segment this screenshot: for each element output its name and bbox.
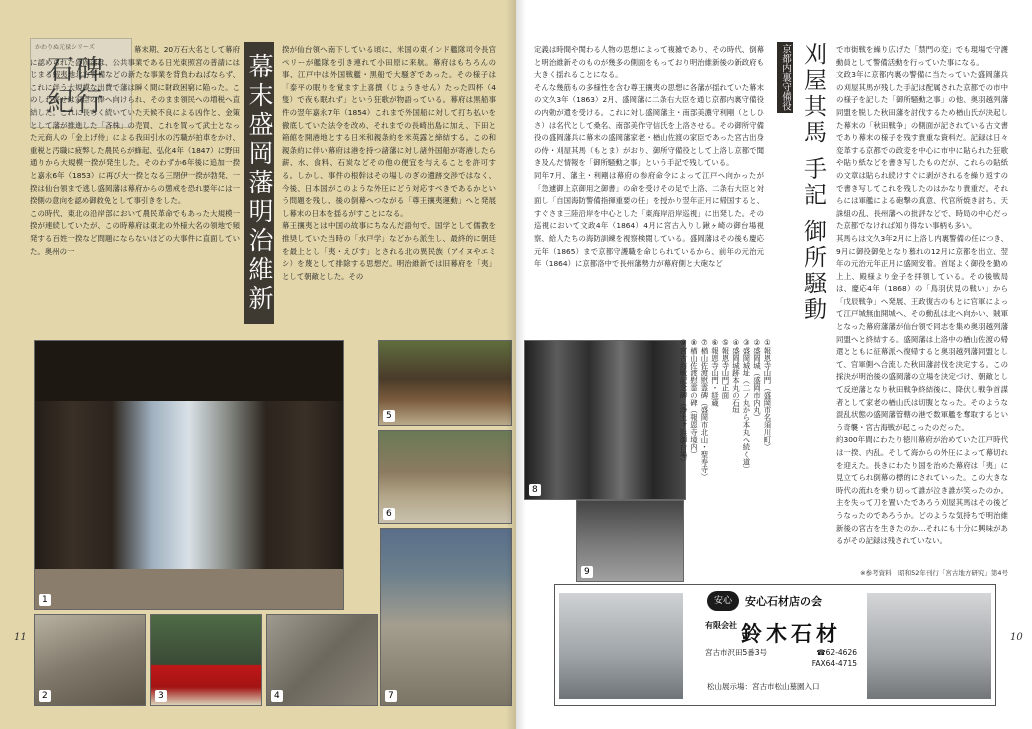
ad-company-name: 鈴木石材 bbox=[741, 621, 841, 646]
caption-item: ①報恩寺山門（盛岡市名須川町） bbox=[763, 338, 772, 451]
column-title: 刈屋其馬 手記 御所騒動 bbox=[800, 42, 826, 323]
photo-number: 4 bbox=[271, 690, 283, 702]
ad-company-type: 有限会社 bbox=[705, 621, 737, 630]
series-label: かわりぬ元禄シリーズ bbox=[35, 44, 95, 51]
caption-item: ④盛岡城跡本丸の石垣 bbox=[731, 338, 741, 414]
caption-item: ②盛岡城（盛岡市内丸） bbox=[752, 338, 762, 421]
advertisement bbox=[554, 584, 996, 706]
ad-address: 宮古市沢田5番3号 bbox=[705, 648, 768, 657]
left-body-column-2: 揆が仙台領へ南下している頃に、米国の東インド艦隊司令長官ペリーが艦隊を引き連れて小田原に来航。幕府はもちろんの事、江戸中は外国戦艦・黒船で大騒ぎであった。その様子は「泰平の眠りを覚ます上喜撰（じょうきせん）たった四杯（4隻）で夜も眠れず」という狂歌が物語っている。幕府は黒船事件の翌年嘉永7年（1854）これまで外国船に対して打ち払いを徹底していた法令を改め、それまでの長崎出島に加え、下田と箱館を開港地とする日米和親条約を米英露と締結する。この和親条約に伴い幕府は港を持つ諸藩に対し諸外国船が寄港したら薪、水、食料、石炭などその他の便宜を与えることを許可する。しかし、事件の根幹はその場しのぎの遺跡交渉ではなく、今後、日本国がこのような外圧にどう対応すべきであるかという問題を残し、後の倒幕へつながる「尊王攘夷運動」へと発展し幕末の日本を揺るがすことになる。 幕王攘夷とは中国の故事にちなんだ語句で、国学として儒教を推奨していた当時の「水戸学」などから派生し、最終的に朝廷を最上とし「夷・えびす」とされる北の異民族（アイヌやエミシ）を蔑として排除する思想だ。明治維新では旧幕府を「夷」として朝敵とした。その bbox=[282, 45, 496, 281]
photo-gate-front bbox=[378, 340, 512, 426]
caption-item: ⑥報恩寺山門・経蔵 bbox=[710, 338, 720, 407]
caption-item: ⑦楢山佐渡慰霊碑（盛岡市北山・聖寿寺） bbox=[700, 338, 709, 481]
photo-castle-stones bbox=[266, 614, 378, 706]
page-number-right: 10 bbox=[1010, 632, 1023, 643]
photo-number: 1 bbox=[39, 594, 51, 606]
article-title: 幕末盛岡藩明治維新 bbox=[244, 42, 274, 324]
reference-note: ※参考資料 昭和52年刊行「宮古地方研究」第4号 bbox=[860, 569, 1008, 577]
photo-number: 8 bbox=[529, 484, 541, 496]
ad-contact bbox=[787, 647, 857, 669]
photo-captions bbox=[679, 338, 772, 578]
page-number-left: 11 bbox=[14, 632, 27, 643]
photo-red-bridge bbox=[150, 614, 262, 706]
photo-number: 3 bbox=[155, 690, 167, 702]
photo-castle-stone-wall bbox=[34, 614, 146, 706]
photo-number: 2 bbox=[39, 690, 51, 702]
photo-forest-monument bbox=[524, 340, 686, 500]
right-body-column-1: 定義は時間や関わる人物の思想によって複雑であり、その時代、倒幕と明治維新そのものが幾多の側面をもっており明治維新後の新政府も大きく揺れることになる。 そんな幾筋もの多様性を含む尊王攘夷の思想に各藩が揺れていた幕末の文久3年（1863）2月、盛岡藩に二条右大臣を通じ京都内裏守備役の内勅が遣を受ける。これに対し盛岡藩主・南部美濃守利剛（としひさ）は名代として桑名、南部美作守信氏を上洛させる。その御所守備役の盛岡藩兵に幕末の盛岡藩家老・楢山佐渡の家臣であった宮古出身の侍・刈屋其馬（もとま）がおり、御所守備役として上洛し京都で聞き及んだ情報を「御所騒動之事」という手記で残している。 同年7月、藩主・利剛は幕府の参府命令によって江戸へ向かったが「急遽御上京御用之御書」の命を受けその足で上洛、二条右大臣と対面し「自国海防警備指揮重要の任」を授かり翌年正月に帰国すると、すぐさま三陸沿岸を中心とした「東海岸沿岸巡視」に出発した。その巡視において文政4年（1864）4月に宮古入りし鍬ヶ崎の御台場視察、給人たちの海防訓練を視察検閲している。盛岡藩はその後も慶応元年（1865）まで京都守護職を命じられているから、前年の元治元年（1864）に京都洛中で長州藩勢力が幕府側と大砲など bbox=[534, 45, 764, 269]
ad-photo-monuments bbox=[559, 593, 683, 699]
caption-item: ⑧楢山佐渡慰霊の碑（報恩寺境内） bbox=[689, 338, 699, 458]
photo-gate-approach bbox=[378, 430, 512, 524]
series-title: 石碑紀行 bbox=[47, 55, 105, 118]
ad-association: 安心石材店の会 bbox=[745, 595, 822, 608]
ad-photo-gravestones bbox=[867, 593, 991, 699]
photo-battle-memorial bbox=[576, 500, 684, 582]
photo-number: 6 bbox=[383, 508, 395, 520]
caption-item: ⑤報恩寺山門正面 bbox=[721, 338, 730, 399]
anshin-logo: 安心 bbox=[707, 591, 739, 611]
left-body-column-1: 幕末期、20万石大名として幕府に認められた盛岡藩は、公共事業である日光東照宮の普請にはじまる蝦夷地北方警備などの新たな事業を背負わねばならず、これに伴う大規模な出費で藩は瞬く間に財政困窮に陥った。このしわ寄せは家臣の俸へ向けられ、そのまま領民への増税へ直結した。これに長らく続いていた天候不良による凶作と、金策として藩が推進した「吝株」の売買、これを買って武士となった元商人の「金上げ侍」による我田引水の汚職が拍車をかけ、重税と汚職に疲弊した農民らが蜂起、弘化4年（1847）に野田通りから大規模一揆が発生した。そのわずか6年後に追加一揆と嘉永6年（1853）に再び大一揆となる三閉伊一揆が勃発、一揆は仙台領まで逃し盛岡藩は幕府からの懲戒を恐れ要年には一揆側の意向を認め御救免として事引きをした。 この時代、東北の沿岸部において農民革命でもあった大規模一揆が連続していたが、この時幕府は東北の外様大名の領地で頻発する百姓一揆など問題にならないほどの大事件に直面していた。奥州の一 bbox=[30, 45, 240, 256]
ad-tel: ☎62-4626 bbox=[816, 648, 857, 657]
ad-showroom: 松山展示場：宮古市松山墓園入口 bbox=[707, 682, 820, 691]
column-kicker-label: 京都内裏守備役 bbox=[777, 42, 793, 113]
caption-item: ⑨宮古海戦記念碑（浄土ヶ浜御台場） bbox=[679, 338, 688, 466]
photo-number: 5 bbox=[383, 410, 395, 422]
photo-temple-gate bbox=[34, 340, 344, 610]
column-kicker bbox=[771, 42, 793, 338]
ad-fax: FAX64-4715 bbox=[811, 659, 857, 668]
photo-number: 9 bbox=[581, 566, 593, 578]
photo-number: 7 bbox=[385, 690, 397, 702]
caption-item: ③盛岡城址（二ノ丸から本丸へ続く道） bbox=[742, 338, 751, 473]
right-body-column-2: で市街戦を繰り広げた「禁門の変」でも現場で守護動員として警備活動を行っていた事になる。 文政3年に京都内裏の警備に当たっていた盛岡藩兵の刈屋其馬が残した手記は配属された京都での市中の様子を記した「御所騒動之事」の他、奥羽越列藩同盟を脱した秋田藩を討伐するため楢山氏が決起した幕末の「秋田戦争」の側面が記されている古文書であり幕末の様子を残す貴重な資料だ。記録は日々変革する京都での政変を中心に市中に貼られた狂歌や貼り紙などを書き写したものだが、これらの貼紙の文章は貼られ続けすぐに剥がされるを繰り返すので書き写してこれを残したのはかなり貴重だ。それらには軍艦による砲撃の真意、代官所焼き討ち、天誅組の乱、長州藩への批評などで、時局の中心だった京都でなければ知り得ない事柄も多い。 其馬らは文久3年2月に上洛し内裏警備の任につき、9月に御役御免となり慕れの12月に京都を出立、翌年の元治元年正月に盛岡安着。首尾よく御役を勤め上上、殿様より金子を拝領している。その後戦局は、慶応4年（1868）の「鳥羽伏見の戦い」から「戊辰戦争」へ発展、王政復古のもとに官軍によって江戸城無血開城へ、その動乱は北へ向かい、賊軍となった幕府藩藩が仙台領で同志を集め奥羽越列藩同盟へと終結する。盛岡藩は上洛中の楢山佐渡の帰還とともに征幕派へ復帰すると奥羽越列藩同盟として、官軍側へ合流した秋田藩討伐を決定する。この採決が明治後の盛岡藩の立場を決定づけ、朝敵として反逆藩となり秋田戦争終結後に、降伏し戦争首謀者として家老の楢山氏は切腹となった。そのような混乱状態の盛岡藩管轄の港で数軍艦を奪取するという奇襲・宮古海戦が起こったのだった。 約300年間にわたり徳川幕府が治めていた江戸時代は一揆、内乱。そして海からの外圧によって幕切れを迎えた。長きにわたり国を治めた幕府は「夷」に見立てられ倒幕の標的にされていった。この大きな時代の流れを乗り切って誰が泣き誰が笑ったのか。主を失って刀を置いたであろう刈屋其馬はその後どうなったのであろうか。どのような気持ちで明治維新後の宮古を生きたのか…それにも十分に興味があるがその記録は残されていない。 bbox=[836, 45, 1008, 546]
gutter-shadow bbox=[506, 0, 526, 729]
photo-memorial-stone bbox=[380, 528, 512, 706]
